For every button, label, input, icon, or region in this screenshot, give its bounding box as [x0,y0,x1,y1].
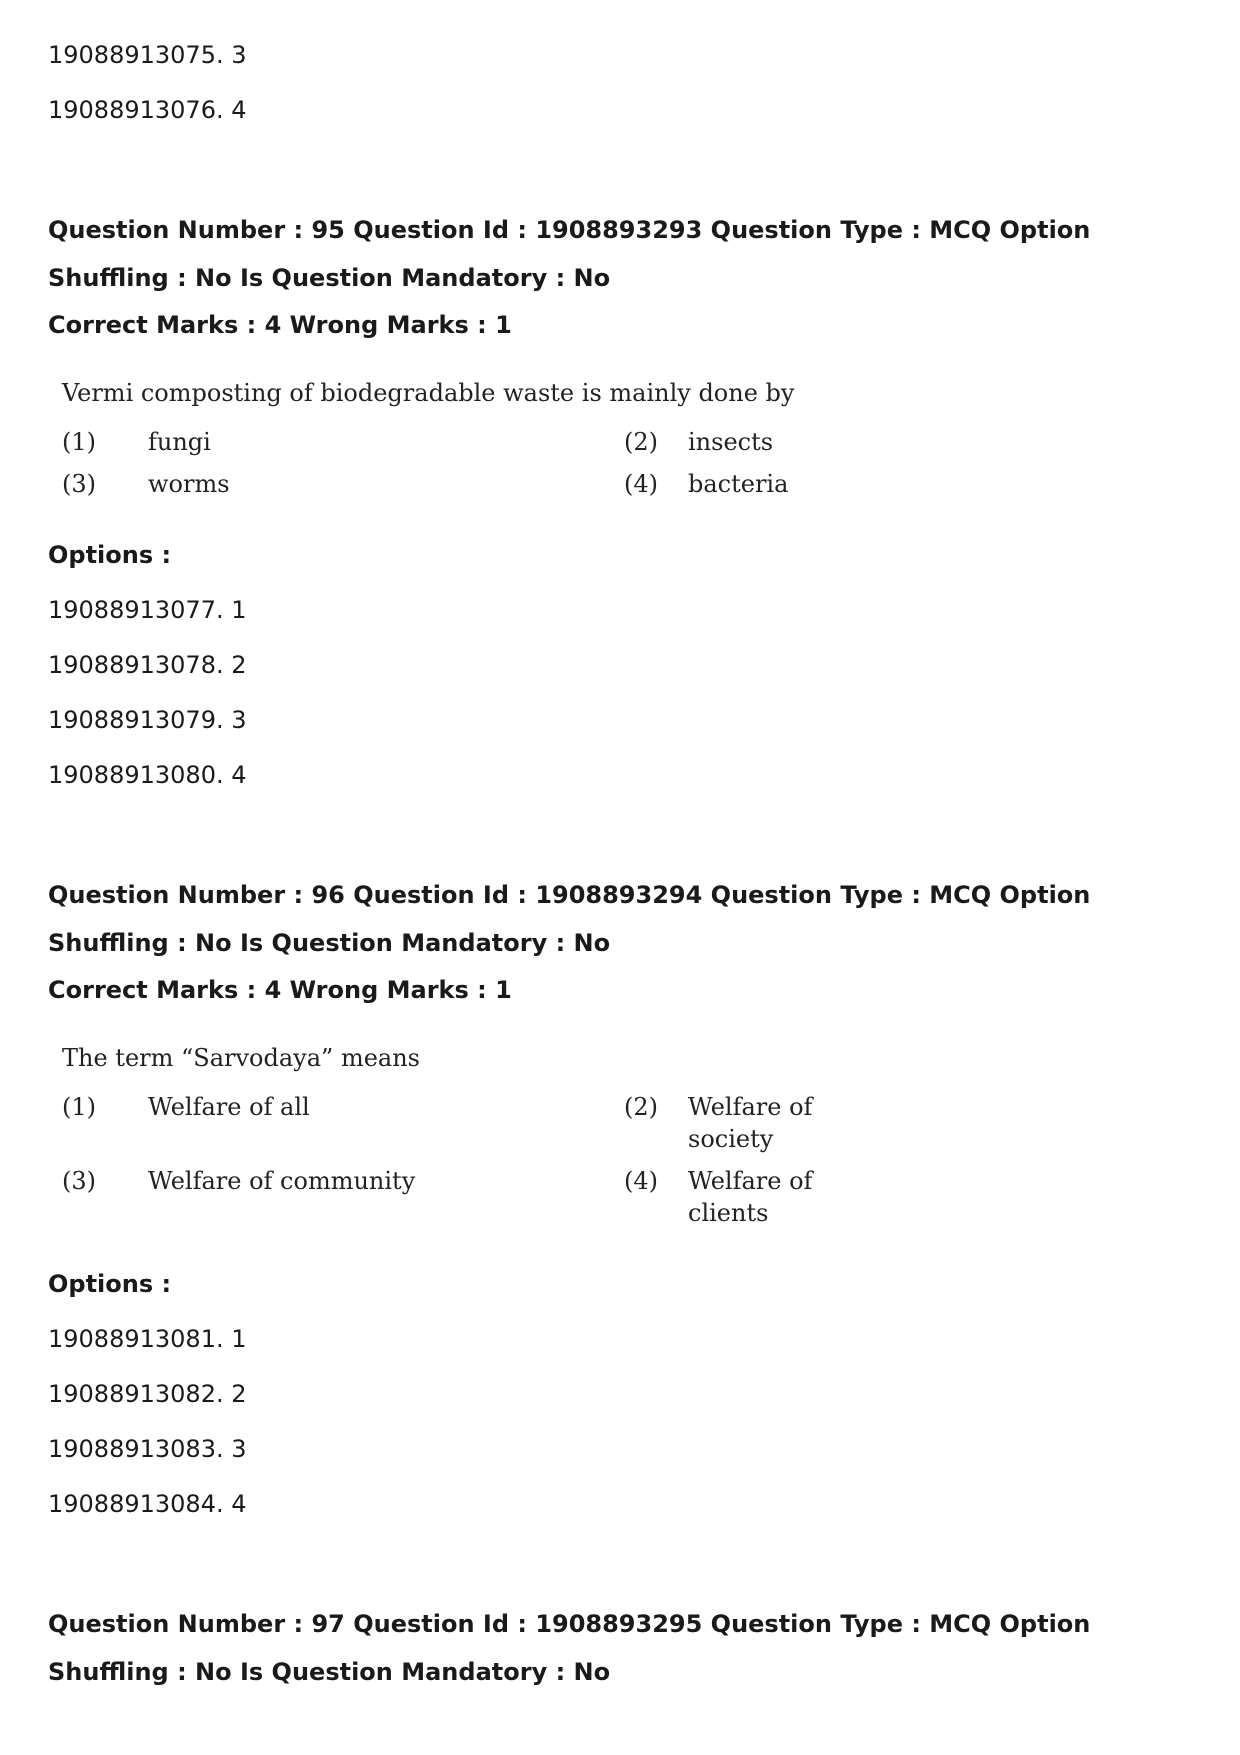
options-label: Options : [48,541,172,569]
question-stem: The term “Sarvodaya” means [62,1044,420,1072]
question-header: Question Number : 96 Question Id : 1908893294 Question Type : MCQ Option Shuffling : No Is Question Mandatory : No [48,881,1091,957]
option-line: 19088913076. 4 [48,96,247,124]
choice-list [62,426,882,500]
option-line: 19088913082. 2 [48,1380,247,1408]
choice-number: (3) [62,470,96,498]
option-line: 19088913080. 4 [48,761,247,789]
choice-number: (4) [624,470,658,498]
question-marks: Correct Marks : 4 Wrong Marks : 1 [48,311,512,339]
option-line: 19088913078. 2 [48,651,247,679]
choice-list [62,1091,882,1229]
choice-number: (2) [624,428,658,456]
question-95 [48,206,1208,790]
question-96 [48,871,1208,1519]
option-line: 19088913081. 1 [48,1325,247,1353]
options-label: Options : [48,1270,172,1298]
choice-number: (1) [62,428,96,456]
option-line: 19088913079. 3 [48,706,247,734]
choice-text: bacteria [688,470,789,498]
section-spacer [48,150,1208,206]
choice-number: (3) [62,1167,96,1195]
option-line: 19088913077. 1 [48,596,247,624]
question-header: Question Number : 95 Question Id : 1908893293 Question Type : MCQ Option Shuffling : No Is Question Mandatory : No [48,216,1091,292]
question-body [62,378,882,500]
question-97 [48,1600,1208,1696]
choice-text: Welfare of clients [688,1167,813,1227]
choice-number: (4) [624,1167,658,1195]
choice-number: (1) [62,1093,96,1121]
section-spacer [48,1544,1208,1600]
document-page [48,40,1208,1696]
choice-text: Welfare of all [148,1093,310,1121]
question-header: Question Number : 97 Question Id : 1908893295 Question Type : MCQ Option Shuffling : No Is Question Mandatory : No [48,1610,1091,1686]
section-spacer [48,815,1208,871]
choice-text: Welfare of society [688,1093,813,1153]
choice-text: Welfare of community [148,1167,416,1195]
question-body [62,1043,882,1229]
option-line: 19088913083. 3 [48,1435,247,1463]
choice-text: fungi [148,428,211,456]
question-marks: Correct Marks : 4 Wrong Marks : 1 [48,976,512,1004]
question-stem: Vermi composting of biodegradable waste is mainly done by [62,379,795,407]
choice-text: worms [148,470,230,498]
option-line: 19088913084. 4 [48,1490,247,1518]
option-line: 19088913075. 3 [48,41,247,69]
choice-number: (2) [624,1093,658,1121]
choice-text: insects [688,428,774,456]
